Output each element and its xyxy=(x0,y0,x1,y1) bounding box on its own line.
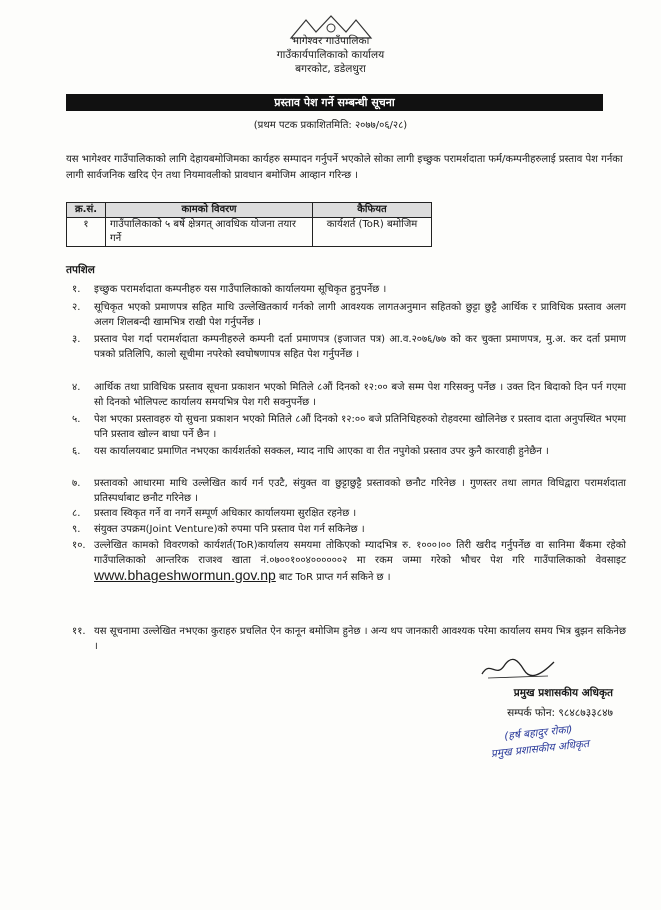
work-table xyxy=(66,202,432,247)
list-item xyxy=(66,538,626,585)
list-item xyxy=(66,624,626,654)
contact-phone: सम्पर्क फोन: ९८४८७३३८४७ xyxy=(507,707,613,719)
item-text: आर्थिक तथा प्राविधिक प्रस्ताव सूचना प्रकाशन भएको मितिले ८औं दिनको १२:०० बजे सम्म पेश गरिसक्नु पर्नेछ । उक्त दिन बिदाको दिन पर्न गएमा सो दिनको भोलिपल्ट कार्यालय समयभित्र पेश गरी सक्नुपर्नेछ । xyxy=(94,382,626,408)
item-text: यस कार्यालयबाट प्रमाणित नभएका कार्यशर्तको सक्कल, म्याद नाघि आएका वा रीत नपुगेको प्रस्ताव उपर कुनै कारवाही हुनेछैन । xyxy=(94,446,549,457)
item-number: १०. xyxy=(72,540,86,551)
col-remarks: कैफियत xyxy=(313,203,432,218)
notice-title: प्रस्ताव पेश गर्ने सम्बन्धी सूचना xyxy=(66,94,603,111)
item-text: पेश भएका प्रस्तावहरु यो सुचना प्रकाशन भएको मितिले ८औं दिनको १२:०० बजे प्रतिनिधिहरुको रोहवरमा खोलिनेछ र प्रस्ताव दाता अनुपस्थित भएमा पनि प्रस्ताव खोल्न बाधा पर्ने छैन । xyxy=(94,414,626,440)
table-header-row xyxy=(67,203,432,218)
item-number: ११. xyxy=(72,626,86,637)
item-number: ३. xyxy=(72,334,81,345)
list-item xyxy=(66,444,626,459)
item-number: १. xyxy=(72,284,81,295)
item-text-block xyxy=(94,538,626,585)
item-text: प्रस्तावको आधारमा माथि उल्लेखित कार्य गर्न एउटै, संयुक्त वा छुट्टाछुट्टै प्रस्तावको छनौट गरिनेछ । गुणस्तर तथा लागत विधिद्वारा परामर्शदाता प्रतिस्पर्धाबाट छनौट गरिनेछ । xyxy=(94,478,626,504)
details-heading: तपशिल xyxy=(66,264,95,276)
col-description: कामको विवरण xyxy=(106,203,313,218)
office-address: बगरकोट, डडेलधुरा xyxy=(295,63,366,75)
item-number: ८. xyxy=(72,508,81,519)
stamp-title: प्रमुख प्रशासकीय अधिकृत xyxy=(490,737,590,761)
list-item xyxy=(66,380,626,410)
item-number: ६. xyxy=(72,446,81,457)
list-item xyxy=(66,332,626,362)
official-stamp xyxy=(478,719,602,779)
office-name: गाउँकार्यपालिकाको कार्यालय xyxy=(276,49,385,61)
list-item xyxy=(66,300,626,330)
table-row xyxy=(67,218,432,247)
signatory-designation: प्रमुख प्रशासकीय अधिकृत xyxy=(513,687,613,699)
col-sn: क्र.सं. xyxy=(67,203,106,218)
item-number: ७. xyxy=(72,478,81,489)
item-number: २. xyxy=(72,302,81,313)
publish-date: (प्रथम पटक प्रकाशितमिति: २०७७/०६/२८) xyxy=(253,120,408,131)
stamp-name: (हर्ष बहादुर रोका) xyxy=(503,723,574,743)
item-text: सूचिकृत भएको प्रमाणपत्र सहित माथि उल्लेखितकार्य गर्नको लागी आवश्यक लागतअनुमान सहितको छुट्टा छुट्टै आर्थिक र प्राविधिक प्रस्ताव अलग अलग शिलबन्दी खामभित्र राखी पेश गर्नुपर्नेछ । xyxy=(94,302,626,328)
list-item xyxy=(66,412,626,442)
item-text: प्रस्ताव पेश गर्दा परामर्शदाता कम्पनीहरुले कम्पनी दर्ता प्रमाणपत्र (इजाजत पत्र) आ.व.२०७६/७७ को कर चुक्ता प्रमाणपत्र, मु.अ. कर दर्ता प्रमाण पत्रको प्रतिलिपि, कालो सूचीमा नपरेको स्वघोषणापत्र सहित पेश गर्नुपर्नेछ । xyxy=(94,334,626,360)
intro-paragraph: यस भागेश्वर गाउँपालिकाको लागि देहायबमोजिमका कार्यहरु सम्पादन गर्नुपर्ने भएकोले सोका लागी इच्छुक परामर्शदाता फर्म/कम्पनीहरुलाई प्रस्ताव पेश गर्नका लागी सार्वजनिक खरिद ऐन तथा नियमावलीको प्रावधान बमोजिम आव्हान गरिन्छ । xyxy=(66,154,623,181)
org-name: भागेश्वर गाउँपालिका xyxy=(291,35,370,47)
cell-sn: १ xyxy=(67,218,106,247)
item-text: उल्लेखित कामको विवरणको कार्यशर्त(ToR)कार्यालय समयमा तोकिएको म्यादभित्र रु. १०००।०० तिरी खरीद गर्नुपर्नेछ वा सानिमा बैंकमा रहेको गाउँपालिकाको आन्तरिक राजश्व खाता नं.०७००१००४००००००२ मा रकम जम्मा गरेको भौचर पेश गरि गाउँपालिकाको वेवसाइट xyxy=(94,540,626,566)
list-item xyxy=(66,506,626,521)
item-number: ५. xyxy=(72,414,81,425)
item-number: ९. xyxy=(72,524,81,535)
item-text: यस सूचनामा उल्लेखित नभएका कुराहरु प्रचलित ऐन कानून बमोजिम हुनेछ । अन्य थप जानकारी आवश्यक परेमा कार्यालय समय भित्र बुझन सकिनेछ । xyxy=(94,626,626,652)
list-item xyxy=(66,476,626,506)
item-text-tail: बाट ToR प्राप्त गर्न सकिने छ । xyxy=(279,572,391,583)
item-text: प्रस्ताव स्विकृत गर्ने वा नगर्ने सम्पूर्ण अधिकार कार्यालयमा सुरक्षित रहनेछ । xyxy=(94,508,357,519)
cell-description: गाउँपालिकाको ५ बर्षे क्षेत्रगत् आवधिक योजना तयार गर्ने xyxy=(106,218,313,247)
item-text: संयुक्त उपक्रम(Joint Venture)को रुपमा पनि प्रस्ताव पेश गर्न सकिनेछ । xyxy=(94,524,365,535)
list-item xyxy=(66,282,626,297)
cell-remarks: कार्यशर्त (ToR) बमोजिम xyxy=(313,218,432,247)
list-item xyxy=(66,522,626,537)
website-link[interactable]: www.bhageshwormun.gov.np xyxy=(94,567,276,583)
item-text: इच्छुक परामर्शदाता कम्पनीहरु यस गाउँपालिकाको कार्यालयमा सूचिकृत हुनुपर्नेछ । xyxy=(94,284,387,295)
item-number: ४. xyxy=(72,382,81,393)
signature-icon xyxy=(478,656,558,682)
